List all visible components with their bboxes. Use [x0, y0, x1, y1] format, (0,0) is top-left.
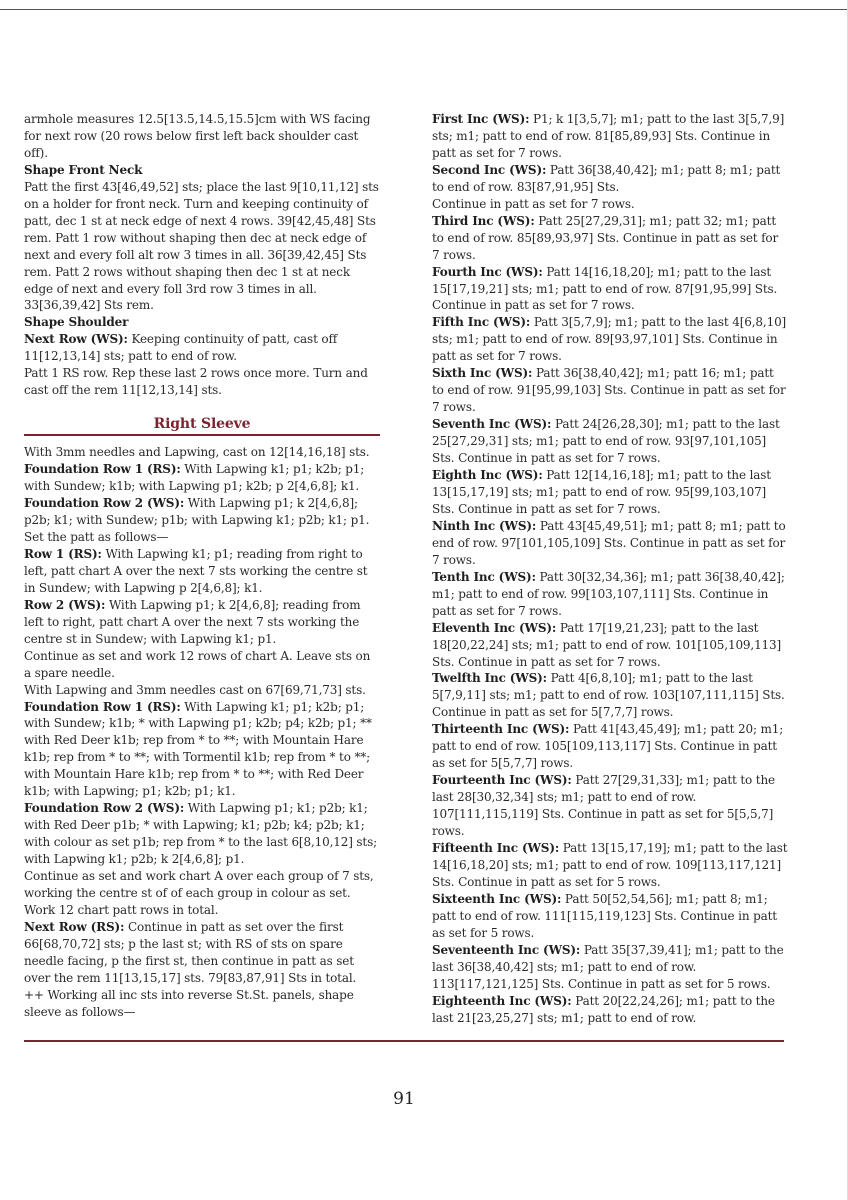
instruction-eighth-inc: Eighth Inc (WS): Patt 12[14,16,18]; m1; patt to the last 13[15,17,19] sts; m1; patt to end of row. 95[99,103,107] Sts. Continue in patt as set for 7 rows.	[432, 468, 771, 516]
subheading-shape-front-neck: Shape Front Neck	[24, 162, 143, 177]
paragraph: Patt the first 43[46,49,52] sts; place the last 9[10,11,12] sts on a holder for front neck. Turn and keeping continuity of patt, dec 1 st at neck edge of next 4 rows. 39[42,45,48] Sts rem. Patt 1 row without shaping then dec at neck edge of next and every foll alt row 3 times in all. 36[39,42,45] Sts rem. Patt 2 rows without shaping then dec 1 st at neck edge of next and every foll 3rd row 3 times in all. 33[36,39,42] Sts rem.	[24, 179, 379, 313]
paragraph: ++ Working all inc sts into reverse St.St. panels, shape sleeve as follows—	[24, 987, 354, 1019]
paragraph: Continue as set and work chart A over each group of 7 sts, working the centre st of of each group in colour as set. Work 12 chart patt rows in total.	[24, 869, 374, 917]
instruction-foundation-row-1-body: Foundation Row 1 (RS): With Lapwing k1; p1; k2b; p1; with Sundew; k1b; * with Lapwing p1; k2b; p4; k2b; p1; ** with Red Deer k1b; rep from * to **; with Mountain Hare k1b; rep from * to **; with Tormentil k1b; rep from * to **; with Mountain Hare k1b; rep from * to **; with Red Deer k1b; with Lapwing; p1; k2b; p1; k1.	[24, 699, 372, 799]
instruction-ninth-inc: Ninth Inc (WS): Patt 43[45,49,51]; m1; patt 8; m1; patt to end of row. 97[101,105,109] Sts. Continue in patt as set for 7 rows.	[432, 518, 786, 567]
instruction-tenth-inc: Tenth Inc (WS): Patt 30[32,34,36]; m1; patt 36[38,40,42]; m1; patt to end of row. 99[103,107,111] Sts. Continue in patt as set for 7 rows.	[432, 569, 785, 618]
instruction-row-2: Row 2 (WS): With Lapwing p1; k 2[4,6,8]; reading from left to right, patt chart A over the next 7 sts working the centre st in Sundew; with Lapwing k1; p1.	[24, 597, 361, 646]
instruction-first-inc: First Inc (WS): P1; k 1[3,5,7]; m1; patt to the last 3[5,7,9] sts; m1; patt to end of row. 81[85,89,93] Sts. Continue in patt as set for 7 rows.	[432, 112, 785, 160]
instruction-twelfth-inc: Twelfth Inc (WS): Patt 4[6,8,10]; m1; patt to the last 5[7,9,11] sts; m1; patt to end of row. 103[107,111,115] Sts. Continue in patt as set for 5[7,7,7] rows.	[432, 671, 785, 720]
instruction-fourteenth-inc: Fourteenth Inc (WS): Patt 27[29,31,33]; m1; patt to the last 28[30,32,34] sts; m1; patt to end of row. 107[111,115,119] Sts. Continue in patt as set for 5[5,5,7] rows.	[432, 773, 775, 839]
paragraph: Set the patt as follows—	[24, 529, 169, 544]
page-number: 91	[393, 1089, 415, 1109]
bottom-divider	[24, 1040, 784, 1042]
instruction-fourth-inc: Fourth Inc (WS): Patt 14[16,18,20]; m1; patt to the last 15[17,19,21] sts; m1; patt to end of row. 87[91,95,99] Sts. Continue in patt as set for 7 rows.	[432, 264, 778, 313]
instruction-row-1: Row 1 (RS): With Lapwing k1; p1; reading from right to left, patt chart A over the next 7 sts working the centre st in Sundew; with Lapwing p 2[4,6,8]; k1.	[24, 546, 368, 595]
instruction-sixteenth-inc: Sixteenth Inc (WS): Patt 50[52,54,56]; m1; patt 8; m1; patt to end of row. 111[115,119,123] Sts. Continue in patt as set for 5 rows.	[432, 891, 777, 940]
instruction-next-row-rs: Next Row (RS): Continue in patt as set over the first 66[68,70,72] sts; p the last st; with RS of sts on spare needle facing, p the first st, then continue in patt as set over the rem 11[13,15,17] sts. 79[83,87,91] Sts in total.	[24, 919, 357, 985]
instruction-thirteenth-inc: Thirteenth Inc (WS): Patt 41[43,45,49]; m1; patt 20; m1; patt to end of row. 105[109,113,117] Sts. Continue in patt as set for 5[5,7,7] rows.	[432, 722, 784, 771]
instruction-seventh-inc: Seventh Inc (WS): Patt 24[26,28,30]; m1; patt to the last 25[27,29,31] sts; m1; patt to end of row. 93[97,101,105] Sts. Continue in patt as set for 7 rows.	[432, 417, 780, 466]
top-page-rule	[0, 9, 848, 10]
instruction-seventeenth-inc: Seventeenth Inc (WS): Patt 35[37,39,41]; m1; patt to the last 36[38,40,42] sts; m1; patt to end of row. 113[117,121,125] Sts. Continue in patt as set for 5 rows.	[432, 942, 784, 991]
instruction-next-row: Next Row (WS): Keeping continuity of patt, cast off 11[12,13,14] sts; patt to end of row.	[24, 332, 338, 364]
instruction-eleventh-inc: Eleventh Inc (WS): Patt 17[19,21,23]; patt to the last 18[20,22,24] sts; m1; patt to end of row. 101[105,109,113] Sts. Continue in patt as set for 7 rows.	[432, 620, 782, 669]
instruction-fifteenth-inc: Fifteenth Inc (WS): Patt 13[15,17,19]; m1; patt to the last 14[16,18,20] sts; m1; patt to end of row. 109[113,117,121] Sts. Continue in patt as set for 5 rows.	[432, 840, 788, 889]
paragraph: Patt 1 RS row. Rep these last 2 rows once more. Turn and cast off the rem 11[12,13,14] sts.	[24, 366, 368, 398]
subheading-shape-shoulder: Shape Shoulder	[24, 315, 129, 330]
instruction-third-inc: Third Inc (WS): Patt 25[27,29,31]; m1; patt 32; m1; patt to end of row. 85[89,93,97] Sts. Continue in patt as set for 7 rows.	[432, 213, 779, 262]
paragraph: Continue in patt as set for 7 rows.	[432, 196, 635, 211]
instruction-second-inc: Second Inc (WS): Patt 36[38,40,42]; m1; patt 8; m1; patt to end of row. 83[87,91,95] Sts.	[432, 162, 781, 194]
section-divider	[24, 434, 380, 436]
paragraph: Continue as set and work 12 rows of chart A. Leave sts on a spare needle.	[24, 648, 371, 680]
instruction-foundation-row-1: Foundation Row 1 (RS): With Lapwing k1; p1; k2b; p1; with Sundew; k1b; with Lapwing p1; k2b; p 2[4,6,8]; k1.	[24, 462, 365, 494]
instruction-eighteenth-inc: Eighteenth Inc (WS): Patt 20[22,24,26]; m1; patt to the last 21[23,25,27] sts; m1; patt to end of row.	[432, 993, 775, 1025]
right-column	[432, 111, 788, 1026]
left-column	[24, 111, 380, 1021]
instruction-foundation-row-2-body: Foundation Row 2 (WS): With Lapwing p1; k1; p2b; k1; with Red Deer p1b; * with Lapwing; k1; p2b; k4; p2b; k1; with colour as set p1b; rep from * to the last 6[8,10,12] sts; with Lapwing k1; p2b; k 2[4,6,8]; p1.	[24, 801, 377, 867]
instruction-fifth-inc: Fifth Inc (WS): Patt 3[5,7,9]; m1; patt to the last 4[6,8,10] sts; m1; patt to end of row. 89[93,97,101] Sts. Continue in patt as set for 7 rows.	[432, 315, 787, 364]
instruction-foundation-row-2: Foundation Row 2 (WS): With Lapwing p1; k 2[4,6,8]; p2b; k1; with Sundew; p1b; with Lapwing k1; p2b; k1; p1.	[24, 496, 370, 528]
paragraph: armhole measures 12.5[13.5,14.5,15.5]cm with WS facing for next row (20 rows below first left back shoulder cast off).	[24, 112, 371, 160]
instruction-sixth-inc: Sixth Inc (WS): Patt 36[38,40,42]; m1; patt 16; m1; patt to end of row. 91[95,99,103] Sts. Continue in patt as set for 7 rows.	[432, 366, 786, 415]
paragraph: With Lapwing and 3mm needles cast on 67[69,71,73] sts.	[24, 682, 366, 697]
section-title-right-sleeve: Right Sleeve	[153, 416, 251, 433]
paragraph: With 3mm needles and Lapwing, cast on 12[14,16,18] sts.	[24, 445, 370, 460]
